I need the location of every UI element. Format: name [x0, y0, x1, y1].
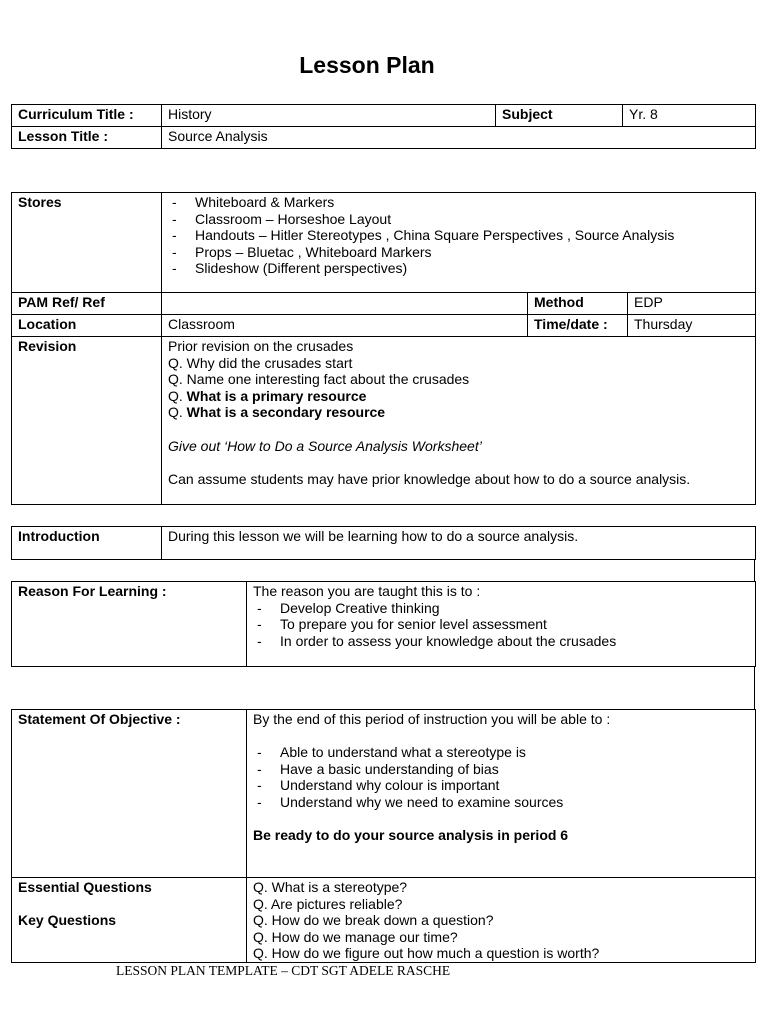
list-item: - In order to assess your knowledge about the crusades [253, 633, 749, 650]
question-item: Q. How do we figure out how much a question is worth? [253, 945, 600, 962]
list-item: - Whiteboard & Markers [168, 194, 749, 211]
header-table [11, 104, 756, 149]
objective-content [247, 710, 756, 878]
curriculum-title-label: Curriculum Title : [12, 105, 162, 127]
list-item: - Able to understand what a stereotype is [253, 744, 749, 761]
method-value: EDP [628, 293, 756, 315]
list-item: - To prepare you for senior level assessment [253, 616, 749, 633]
page-title: Lesson Plan [299, 52, 435, 78]
introduction-label: Introduction [12, 527, 162, 560]
page-footer: LESSON PLAN TEMPLATE – CDT SGT ADELE RASCHE [116, 963, 451, 978]
subject-label: Subject [496, 105, 623, 127]
question-item: Q. How do we manage our time? [253, 928, 458, 945]
location-label: Location [12, 315, 162, 337]
revision-note: Give out ‘How to Do a Source Analysis Worksheet’ [168, 437, 482, 454]
questions-labels [12, 878, 247, 963]
list-item: - Develop Creative thinking [253, 600, 749, 617]
revision-question: Q. What is a secondary resource [168, 404, 386, 421]
objective-label: Statement Of Objective : [12, 710, 247, 878]
location-value: Classroom [162, 315, 528, 337]
pam-ref-label: PAM Ref/ Ref [12, 293, 162, 315]
questions-content [247, 878, 756, 963]
revision-assumption: Can assume students may have prior knowledge about how to do a source analysis. [168, 470, 691, 487]
reason-content [247, 582, 756, 667]
question-item: Q. Are pictures reliable? [253, 895, 403, 912]
objective-intro: By the end of this period of instruction you will be able to : [253, 711, 611, 727]
introduction-text: During this lesson we will be learning how to do a source analysis. [162, 527, 756, 560]
question-item: Q. How do we break down a question? [253, 912, 494, 929]
list-item: - Props – Bluetac , Whiteboard Markers [168, 244, 749, 261]
margin-line [754, 666, 755, 709]
curriculum-title-value: History [162, 105, 496, 127]
reason-intro: The reason you are taught this is to : [253, 583, 481, 599]
revision-question: Q. What is a primary resource [168, 387, 367, 404]
stores-label: Stores [12, 193, 162, 293]
essential-questions-label: Essential Questions [18, 879, 152, 895]
introduction-table [11, 526, 756, 560]
revision-question: Q. Why did the crusades start [168, 354, 353, 371]
reason-list [253, 600, 749, 650]
key-questions-label: Key Questions [18, 912, 117, 929]
list-item: - Handouts – Hitler Stereotypes , China Square Perspectives , Source Analysis [168, 227, 749, 244]
stores-list [168, 194, 749, 277]
time-date-label: Time/date : [528, 315, 628, 337]
list-item: - Understand why we need to examine sources [253, 794, 749, 811]
lesson-title-value: Source Analysis [162, 127, 756, 149]
resources-table [11, 192, 756, 505]
reason-table [11, 581, 756, 667]
revision-label: Revision [12, 337, 162, 505]
question-item: Q. What is a stereotype? [253, 879, 408, 895]
objective-closing: Be ready to do your source analysis in period 6 [253, 827, 569, 844]
objective-table [11, 709, 756, 963]
method-label: Method [528, 293, 628, 315]
lesson-title-label: Lesson Title : [12, 127, 162, 149]
list-item: - Have a basic understanding of bias [253, 761, 749, 778]
list-item: - Slideshow (Different perspectives) [168, 260, 749, 277]
pam-ref-value [162, 293, 528, 315]
list-item: - Classroom – Horseshoe Layout [168, 211, 749, 228]
objective-list [253, 744, 749, 810]
list-item: - Understand why colour is important [253, 777, 749, 794]
reason-label: Reason For Learning : [12, 582, 247, 667]
revision-question: Q. Name one interesting fact about the crusades [168, 371, 470, 388]
revision-intro: Prior revision on the crusades [168, 338, 354, 354]
margin-line [754, 559, 755, 581]
revision-content [162, 337, 756, 505]
stores-list-cell [162, 193, 756, 293]
time-date-value: Thursday [628, 315, 756, 337]
subject-value: Yr. 8 [623, 105, 756, 127]
